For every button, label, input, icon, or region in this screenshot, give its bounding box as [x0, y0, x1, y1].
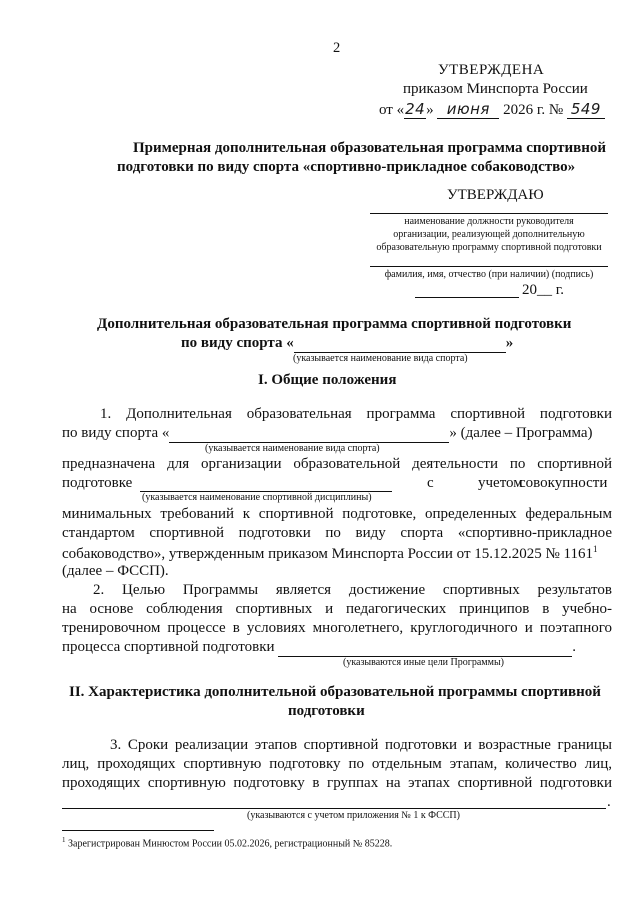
- footnote-ref: 1: [593, 544, 598, 554]
- p1-caption1: (указывается наименование вида спорта): [205, 443, 380, 454]
- program-title-line1: Дополнительная образовательная программа спортивной подготовки: [97, 316, 572, 332]
- p3-caption: (указываются с учетом приложения № 1 к ФССП): [247, 810, 460, 821]
- section2-heading-line1: II. Характеристика дополнительной образовательной программы спортивной: [69, 684, 601, 700]
- approve-caption2: фамилия, имя, отчество (при наличии) (подпись): [384, 269, 594, 280]
- program-title-prefix: по виду спорта «: [181, 335, 294, 351]
- p1-line8: (далее – ФССП).: [62, 563, 169, 579]
- main-title-line1: Примерная дополнительная образовательная программа спортивной: [133, 140, 607, 156]
- footnote-separator: [62, 830, 214, 831]
- p1-line3: предназначена для организации образовательной деятельности по спортивной: [62, 456, 612, 472]
- approval-from-prefix: от «: [379, 102, 405, 118]
- footnote-marker: 1: [62, 836, 66, 844]
- approve-caption1-l3: образовательную программу спортивной подготовки: [376, 242, 602, 253]
- p3-line3: проходящих спортивную подготовку в группах на этапах спортивной подготовки: [62, 775, 612, 791]
- position-line: [370, 213, 608, 214]
- approval-month: июня: [437, 100, 499, 119]
- p2-line3: тренировочном процессе в условиях многолетнего, круглогодичного и поэтапного: [62, 620, 612, 636]
- p1-line5: минимальных требований к спортивной подготовке, определенных федеральным: [62, 506, 612, 522]
- main-title-line2: подготовки по виду спорта «спортивно-прикладное собаководство»: [117, 159, 576, 175]
- p1-line4-b: совокупности: [519, 475, 608, 491]
- approval-year-no: 2026 г. №: [503, 102, 564, 118]
- p3-line1: 3. Сроки реализации этапов спортивной подготовки и возрастные границы: [110, 737, 612, 753]
- p1-line7: [62, 544, 598, 563]
- page-number: 2: [333, 40, 341, 56]
- date-line: [415, 297, 519, 298]
- section2-heading-line2: подготовки: [288, 703, 365, 719]
- program-title-line2: [181, 335, 513, 353]
- approve-year: 20__ г.: [522, 282, 564, 298]
- approval-date-line: [379, 100, 605, 119]
- approve-caption1-l2: организации, реализующей дополнительную: [393, 229, 585, 240]
- p1-caption2: (указывается наименование спортивной дисциплины): [142, 492, 372, 503]
- approval-day: 24: [405, 100, 426, 118]
- footnote-text: Зарегистрирован Минюстом России 05.02.2026, регистрационный № 85228.: [68, 838, 393, 850]
- approve-caption1-l1: наименование должности руководителя: [404, 216, 574, 227]
- program-title-caption: (указывается наименование вида спорта): [293, 353, 468, 364]
- p1-line4-mid: с: [427, 475, 434, 491]
- p2-caption: (указываются иные цели Программы): [343, 657, 505, 668]
- approval-order-number: 549: [567, 100, 605, 119]
- p2-line4-prefix: процесса спортивной подготовки: [62, 639, 275, 655]
- approval-day-close: »: [426, 102, 434, 118]
- p1-line2-prefix: по виду спорта «: [62, 425, 170, 441]
- p1-line1: 1. Дополнительная образовательная программа спортивной подготовки: [100, 406, 612, 422]
- p1-line2: [62, 425, 612, 443]
- p2-line1: 2. Целью Программы является достижение спортивных результатов: [93, 582, 612, 598]
- p2-line4-suffix: .: [572, 639, 577, 655]
- p1-line2-suffix: » (далее – Программа): [449, 425, 593, 441]
- section1-heading: I. Общие положения: [258, 372, 397, 388]
- p2-line4: [62, 639, 576, 657]
- p1-line4-prefix: подготовке: [62, 475, 133, 491]
- program-title-suffix: »: [505, 335, 514, 351]
- name-signature-line: [370, 266, 608, 267]
- footnote: [62, 836, 392, 849]
- approval-order-line: приказом Минспорта России: [403, 81, 588, 97]
- approve-label: УТВЕРЖДАЮ: [447, 187, 544, 203]
- p2-line2: на основе соблюдения спортивных и педагогических принципов в учебно-: [62, 601, 612, 617]
- p1-line6: стандартом спортивной подготовки по виду спорта «спортивно-прикладное: [62, 525, 612, 541]
- p1-line7-text: собаководство», утвержденным приказом Минспорта России от 15.12.2025 № 1161: [62, 546, 593, 562]
- p1-line4-a: учетом: [478, 475, 523, 491]
- p3-line2: лиц, проходящих спортивную подготовку по отдельным этапам, количество лиц,: [62, 756, 612, 772]
- approval-title: УТВЕРЖДЕНА: [438, 62, 545, 78]
- p3-blank-line: [62, 808, 606, 809]
- p3-line4-suffix: .: [607, 794, 611, 810]
